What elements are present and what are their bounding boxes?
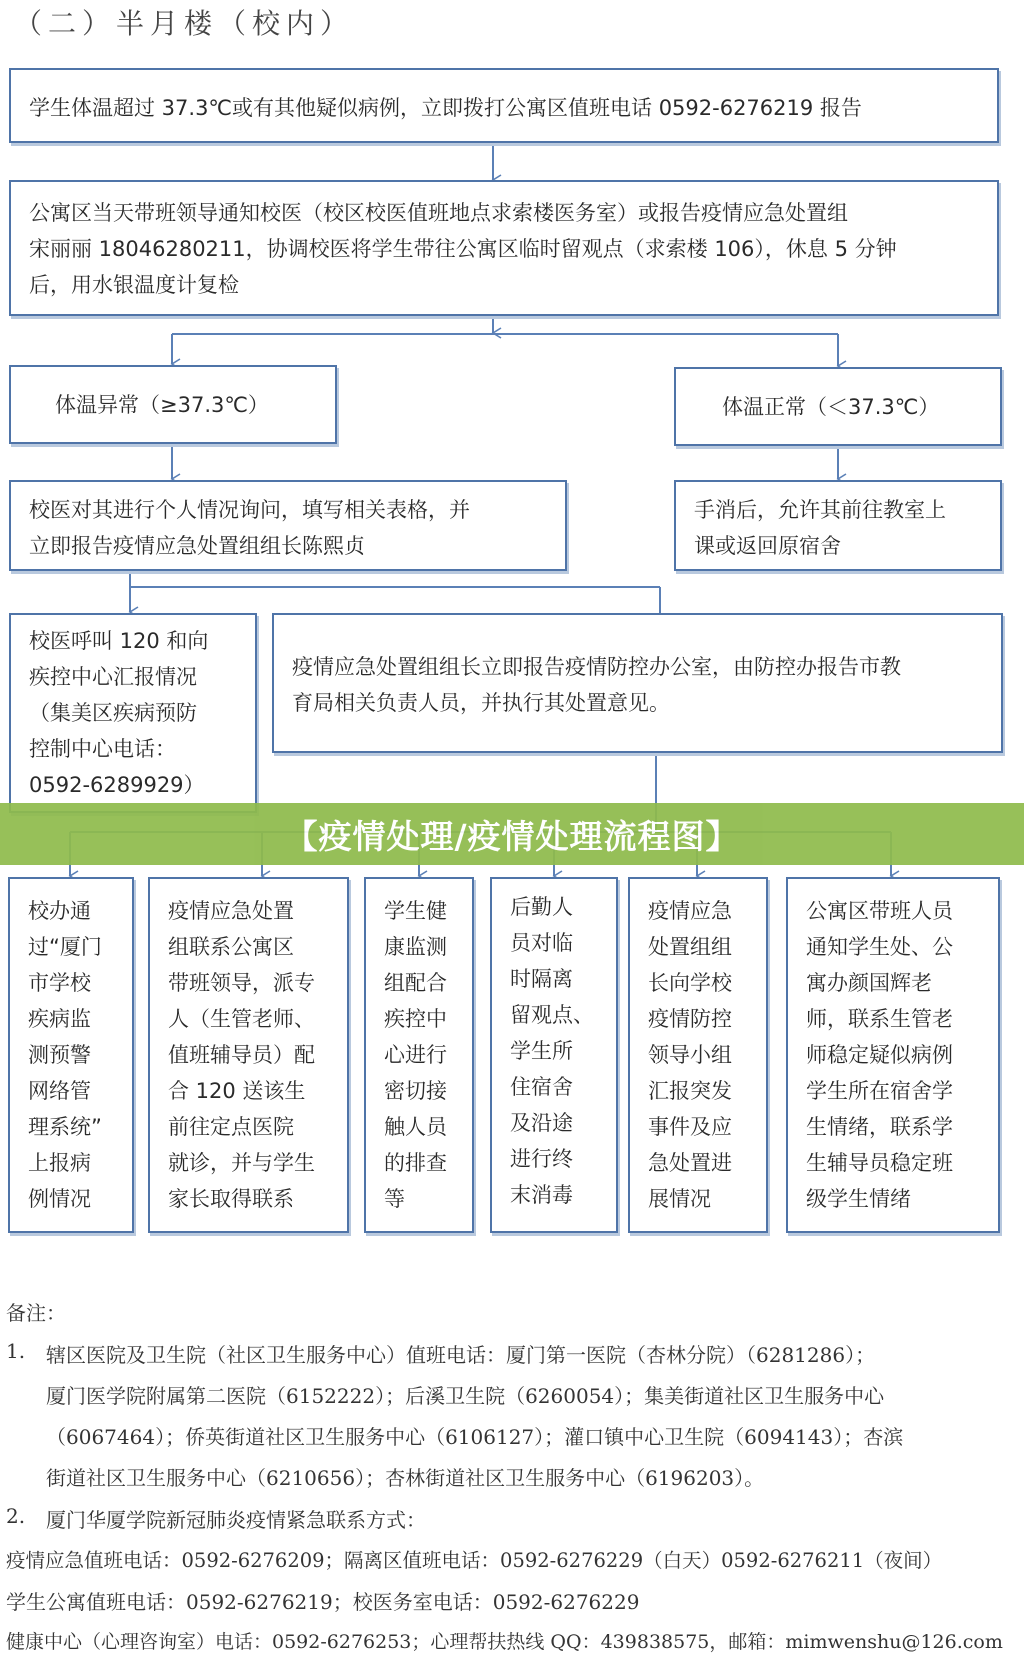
bottom-text-line: 理系统” <box>28 1115 102 1139</box>
bottom-text-line: 汇报突发 <box>648 1079 732 1103</box>
call120-text-line: 0592-6289929） <box>29 773 205 797</box>
bottom-box-leader-report <box>628 877 768 1233</box>
notes-item-2-line: 厦门华厦学院新冠肺炎疫情紧急联系方式： <box>46 1508 426 1532</box>
notify-text-line: 公寓区当天带班领导通知校医（校区校医值班地点求索楼医务室）或报告疫情应急处置组 <box>29 201 848 225</box>
bottom-text-line: 上报病 <box>28 1151 91 1175</box>
notes-contact-line: 疫情应急值班电话：0592-6276209；隔离区值班电话：0592-6276229（白天）0592-6276211（夜间） <box>6 1549 943 1572</box>
bottom-text-line: 留观点、 <box>510 1003 594 1027</box>
notes-item-1-line: 街道社区卫生服务中心（6210656）；杏林街道社区卫生服务中心（6196203）。 <box>46 1466 765 1490</box>
notes-item-2-number: 2. <box>6 1504 26 1528</box>
bottom-text-line: 学生健 <box>384 899 447 923</box>
bottom-box-health-monitor <box>364 877 474 1233</box>
bottom-text-line: 过“厦门 <box>28 935 102 959</box>
return-text-line: 手消后，允许其前往教室上 <box>694 498 946 522</box>
notes-item-1-number: 1. <box>6 1339 26 1363</box>
bottom-text-line: 师，联系生管老 <box>806 1007 953 1031</box>
bottom-text-line: 疫情防控 <box>648 1007 732 1031</box>
return-text-line: 课或返回原宿舍 <box>694 534 841 558</box>
bottom-text-line: 触人员 <box>384 1115 447 1139</box>
bottom-text-line: 人（生管老师、 <box>168 1007 315 1031</box>
banner-text: 【疫情处理/疫情处理流程图】 <box>284 816 740 856</box>
notes-item-1-line: 辖区医院及卫生院（社区卫生服务中心）值班电话：厦门第一医院（杏林分院）（6281286）； <box>46 1343 876 1367</box>
leader-text-line: 疫情应急处置组组长立即报告疫情防控办公室，由防控办报告市教 <box>292 655 901 679</box>
bottom-text-line: 市学校 <box>28 971 91 995</box>
bottom-text-line: 住宿舍 <box>510 1075 573 1099</box>
bottom-text-line: 疾病监 <box>28 1007 91 1031</box>
bottom-text-line: 急处置进 <box>648 1151 732 1175</box>
abnormal-temp-box <box>9 365 337 444</box>
bottom-text-line: 级学生情绪 <box>806 1187 911 1211</box>
bottom-text-line: 带班领导，派专 <box>168 971 315 995</box>
call120-text-line: 疾控中心汇报情况 <box>29 665 197 689</box>
bottom-text-line: 测预警 <box>28 1043 91 1067</box>
bottom-text-line: 及沿途 <box>510 1111 573 1135</box>
report-box <box>9 68 999 143</box>
bottom-text-line: 组配合 <box>384 971 447 995</box>
bottom-text-line: 校办通 <box>28 899 91 923</box>
notify-text-line: 后，用水银温度计复检 <box>29 273 239 297</box>
bottom-text-line: 师稳定疑似病例 <box>806 1043 953 1067</box>
bottom-text-line: 时隔离 <box>510 967 573 991</box>
call120-text-line: 校医呼叫 120 和向 <box>29 629 209 653</box>
leader-text-line: 育局相关负责人员，并执行其处置意见。 <box>292 691 670 715</box>
bottom-text-line: 展情况 <box>648 1187 711 1211</box>
bottom-text-line: 密切接 <box>384 1079 447 1103</box>
bottom-text-line: 学生所 <box>510 1039 573 1063</box>
page-title: （二）半月楼（校内） <box>14 7 355 40</box>
notes-contact-line: 健康中心（心理咨询室）电话：0592-6276253；心理帮扶热线 QQ：439838575，邮箱：mimwenshu@126.com <box>6 1631 1003 1653</box>
bottom-box-emergency-contact <box>148 877 349 1233</box>
bottom-box-school-office <box>8 877 134 1233</box>
inquiry-text-line: 校医对其进行个人情况询问，填写相关表格，并 <box>29 498 470 522</box>
notes-contact-line: 学生公寓值班电话：0592-6276219；校医务室电话：0592-6276229 <box>6 1590 640 1614</box>
bottom-text-line: 例情况 <box>28 1187 91 1211</box>
bottom-box-dorm-staff <box>786 877 1000 1233</box>
bottom-text-line: 员对临 <box>510 931 573 955</box>
bottom-text-line: 就诊，并与学生 <box>168 1151 315 1175</box>
bottom-text-line: 后勤人 <box>510 895 573 919</box>
leader-report-box <box>272 613 1003 753</box>
bottom-text-line: 处置组组 <box>648 935 732 959</box>
normal-temp-box <box>674 367 1002 446</box>
bottom-text-line: 等 <box>384 1187 405 1211</box>
bottom-text-line: 合 120 送该生 <box>168 1079 306 1103</box>
bottom-text-line: 进行终 <box>510 1147 573 1171</box>
call-120-box <box>9 613 257 813</box>
bottom-box-logistics <box>490 877 618 1233</box>
return-dorm-box <box>674 480 1002 571</box>
inquiry-text-line: 立即报告疫情应急处置组组长陈熙贞 <box>29 534 365 558</box>
bottom-text-line: 通知学生处、公 <box>806 935 953 959</box>
bottom-text-line: 康监测 <box>384 935 447 959</box>
bottom-text-line: 值班辅导员）配 <box>168 1043 315 1067</box>
bottom-text-line: 学生所在宿舍学 <box>806 1079 953 1103</box>
bottom-text-line: 网络管 <box>28 1079 91 1103</box>
bottom-text-line: 心进行 <box>384 1043 447 1067</box>
notes-item-1-line: （6067464）；侨英街道社区卫生服务中心（6106127）；灌口镇中心卫生院（6094143）；杏滨 <box>46 1425 904 1449</box>
bottom-text-line: 领导小组 <box>648 1043 732 1067</box>
report-text: 学生体温超过 37.3℃或有其他疑似病例，立即拨打公寓区值班电话 0592-6276219 报告 <box>29 96 862 120</box>
notes-heading: 备注： <box>6 1301 66 1325</box>
call120-text-line: 控制中心电话： <box>29 737 176 761</box>
inquiry-box <box>9 480 567 571</box>
bottom-text-line: 疾控中 <box>384 1007 447 1031</box>
bottom-text-line: 事件及应 <box>648 1115 732 1139</box>
bottom-text-line: 前往定点医院 <box>168 1115 294 1139</box>
bottom-text-line: 的排查 <box>384 1151 447 1175</box>
abnormal-temp-text: 体温异常（≥37.3℃） <box>55 393 269 417</box>
notify-text-line: 宋丽丽 18046280211，协调校医将学生带往公寓区临时留观点（求索楼 106），休息 5 分钟 <box>29 237 897 261</box>
bottom-text-line: 公寓区带班人员 <box>806 899 953 923</box>
notify-box <box>9 180 999 316</box>
bottom-text-line: 生辅导员稳定班 <box>806 1151 953 1175</box>
bottom-text-line: 疫情应急 <box>648 899 732 923</box>
bottom-text-line: 家长取得联系 <box>168 1187 294 1211</box>
notes-item-1-line: 厦门医学院附属第二医院（6152222）；后溪卫生院（6260054）；集美街道社区卫生服务中心 <box>46 1384 885 1408</box>
bottom-text-line: 组联系公寓区 <box>168 935 294 959</box>
bottom-text-line: 寓办颜国辉老 <box>806 971 932 995</box>
bottom-text-line: 末消毒 <box>510 1183 573 1207</box>
bottom-text-line: 长向学校 <box>648 971 732 995</box>
bottom-text-line: 疫情应急处置 <box>168 899 294 923</box>
call120-text-line: （集美区疾病预防 <box>29 701 197 725</box>
title-banner <box>0 803 1024 865</box>
bottom-text-line: 生情绪，联系学 <box>806 1115 953 1139</box>
normal-temp-text: 体温正常（＜37.3℃） <box>722 395 940 419</box>
